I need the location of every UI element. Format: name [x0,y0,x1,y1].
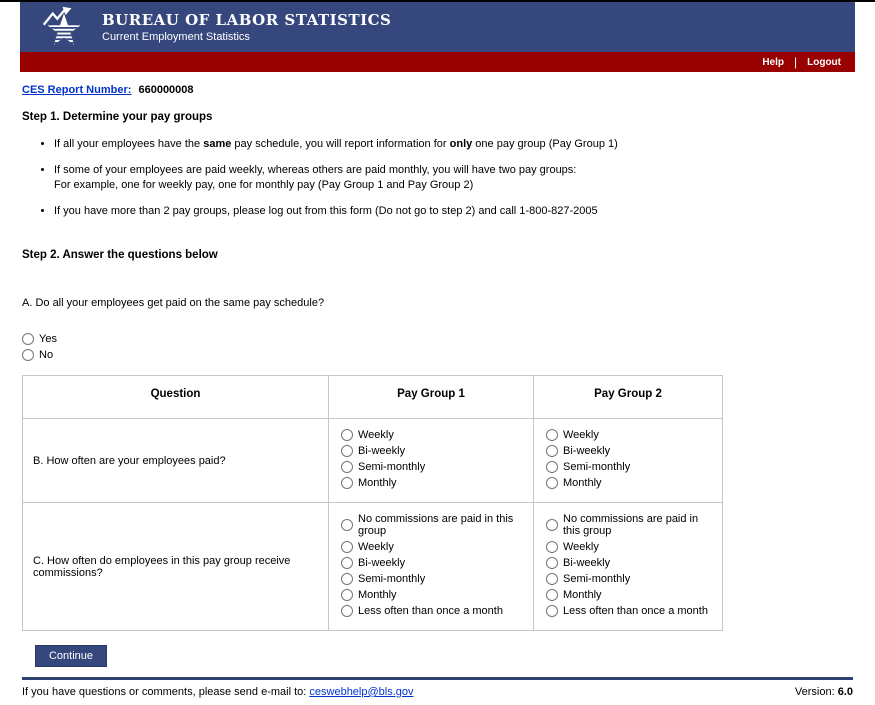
rowc-pg2-nocommissions-radio[interactable] [546,519,558,531]
rowc-pg2-biweekly-radio[interactable] [546,557,558,569]
radio-label: Weekly [358,540,394,553]
radio-label: Bi-weekly [358,444,406,457]
report-number-line [22,84,853,96]
radio-label: Monthly [358,476,397,489]
continue-button[interactable]: Continue [35,645,107,667]
rowc-pg1-biweekly-radio[interactable] [341,557,353,569]
col-header-pay-group-2: Pay Group 2 [534,376,723,419]
version-text: Version: 6.0 [794,686,853,698]
question-b-text: B. How often are your employees paid? [23,419,329,503]
nav-divider: | [794,55,798,69]
radio-label: Bi-weekly [358,556,406,569]
table-header-row [23,376,723,419]
rowb-pg1-weekly-radio[interactable] [341,429,353,441]
rowb-pg1-monthly-option[interactable] [341,477,529,489]
pay-groups-table [22,375,723,631]
email-link[interactable]: ceswebhelp@bls.gov [309,686,414,698]
step2-title: Step 2. Answer the questions below [22,249,218,261]
rowb-pg1-weekly-option[interactable] [341,429,529,441]
question-a-yes-option[interactable] [22,333,853,345]
step1-title: Step 1. Determine your pay groups [22,111,213,123]
bls-star-logo-icon [40,6,88,48]
rowc-pg2-biweekly-option[interactable] [546,557,718,569]
help-link[interactable]: Help [762,56,784,68]
rowb-pg1-semimonthly-radio[interactable] [341,461,353,473]
rowc-pg2-weekly-option[interactable] [546,541,718,553]
question-c-pg1-radio-group [329,503,534,631]
rowc-pg2-weekly-radio[interactable] [546,541,558,553]
header-titles [102,12,391,43]
rowc-pg2-lessoften-radio[interactable] [546,605,558,617]
app-subtitle: Current Employment Statistics [102,30,250,43]
radio-label: Less often than once a month [563,604,708,617]
step1-bullet-list [22,137,853,219]
question-a-no-option[interactable] [22,349,853,361]
radio-label: No commissions are paid in this group [563,512,699,537]
radio-label: Semi-monthly [563,572,631,585]
question-a-yes-radio[interactable] [22,333,34,345]
rowb-pg2-monthly-radio[interactable] [546,477,558,489]
rowb-pg1-biweekly-option[interactable] [341,445,529,457]
question-a-no-radio[interactable] [22,349,34,361]
radio-label: Weekly [563,540,599,553]
app-header [20,2,855,52]
rowc-pg2-monthly-option[interactable] [546,589,718,601]
radio-label: Semi-monthly [358,572,426,585]
radio-label: Monthly [563,476,602,489]
radio-label: Bi-weekly [563,444,611,457]
rowc-pg1-monthly-option[interactable] [341,589,529,601]
rowc-pg1-weekly-radio[interactable] [341,541,353,553]
question-b-pg1-radio-group [329,419,534,503]
rowb-pg2-semimonthly-option[interactable] [546,461,718,473]
utility-nav-bar [20,52,855,72]
main-content [20,84,855,698]
rowb-pg2-weekly-option[interactable] [546,429,718,441]
question-b-row [23,419,723,503]
rowb-pg2-biweekly-option[interactable] [546,445,718,457]
radio-label: Bi-weekly [563,556,611,569]
radio-label: Weekly [358,428,394,441]
rowc-pg1-monthly-radio[interactable] [341,589,353,601]
rowb-pg2-biweekly-radio[interactable] [546,445,558,457]
rowb-pg2-weekly-radio[interactable] [546,429,558,441]
rowb-pg1-biweekly-radio[interactable] [341,445,353,457]
radio-label: Monthly [563,588,602,601]
rowc-pg1-weekly-option[interactable] [341,541,529,553]
question-a-radio-group [22,333,853,361]
rowb-pg1-semimonthly-option[interactable] [341,461,529,473]
radio-label: Semi-monthly [563,460,631,473]
bullet-pay-schedule: • If all your employees have the same pay schedule, you will report information for only one pay group (Pay Group 1) [54,137,853,152]
agency-title: BUREAU OF LABOR STATISTICS [102,10,392,29]
rowc-pg1-nocommissions-radio[interactable] [341,519,353,531]
radio-label: Monthly [358,588,397,601]
radio-label: No commissions are paid in this group [358,512,514,537]
footer-help-text: If you have questions or comments, please send e-mail to: ceswebhelp@bls.gov [22,686,414,698]
rowc-pg2-monthly-radio[interactable] [546,589,558,601]
rowc-pg2-semimonthly-radio[interactable] [546,573,558,585]
rowc-pg1-semimonthly-radio[interactable] [341,573,353,585]
rowc-pg2-nocommissions-option[interactable] [546,513,718,537]
question-c-pg2-radio-group [534,503,723,631]
radio-label: No [39,349,54,361]
rowb-pg1-monthly-radio[interactable] [341,477,353,489]
rowc-pg1-lessoften-radio[interactable] [341,605,353,617]
radio-label: Semi-monthly [358,460,426,473]
rowc-pg2-lessoften-option[interactable] [546,605,718,617]
radio-label: Yes [39,333,57,345]
rowb-pg2-semimonthly-radio[interactable] [546,461,558,473]
question-c-text: C. How often do employees in this pay group receive commissions? [23,503,329,631]
col-header-pay-group-1: Pay Group 1 [329,376,534,419]
page-container [20,2,855,698]
question-b-pg2-radio-group [534,419,723,503]
rowc-pg1-nocommissions-option[interactable] [341,513,529,537]
radio-label: Less often than once a month [358,604,503,617]
bullet-two-pay-groups: • If some of your employees are paid weekly, whereas others are paid monthly, you will have two pay groups: For example, one for weekly pay, one for monthly pay (Pay Group 1 and Pay Group 2) [54,163,853,193]
logout-link[interactable]: Logout [807,56,841,68]
rowc-pg1-biweekly-option[interactable] [341,557,529,569]
page-footer [22,677,853,698]
rowc-pg2-semimonthly-option[interactable] [546,573,718,585]
rowc-pg1-semimonthly-option[interactable] [341,573,529,585]
ces-report-number-link[interactable]: CES Report Number: [22,84,132,96]
question-a-text: A. Do all your employees get paid on the same pay schedule? [22,297,325,309]
question-c-row [23,503,723,631]
rowb-pg2-monthly-option[interactable] [546,477,718,489]
bullet-more-than-two: • If you have more than 2 pay groups, please log out from this form (Do not go to step 2) and call 1-800-827-2005 [54,204,853,219]
report-number-value: 660000008 [138,84,194,96]
radio-label: Weekly [563,428,599,441]
col-header-question: Question [23,376,329,419]
rowc-pg1-lessoften-option[interactable] [341,605,529,617]
